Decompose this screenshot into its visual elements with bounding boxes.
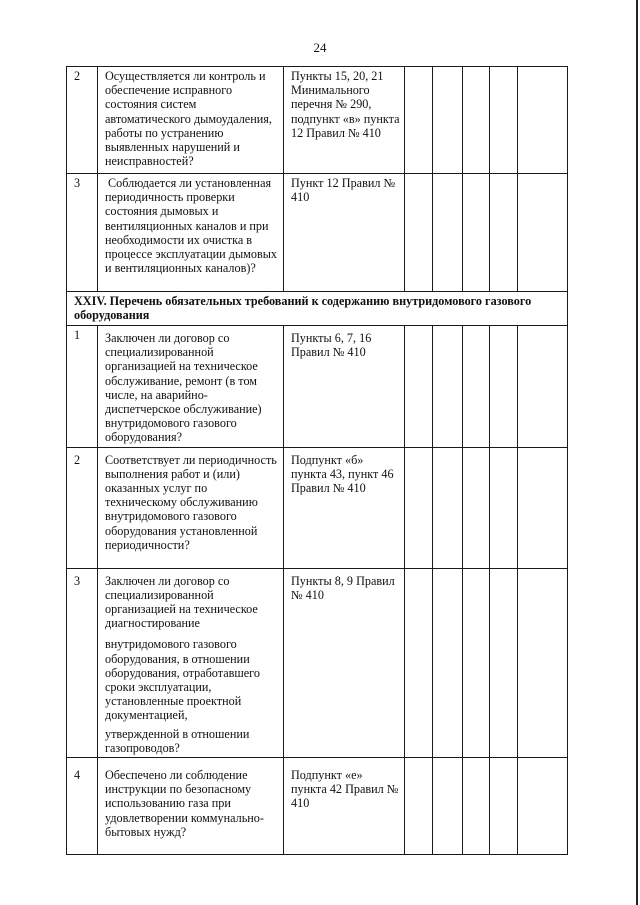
answer-extra-cell[interactable]	[490, 568, 518, 757]
row-number: 2	[67, 67, 98, 174]
answer-na-cell[interactable]	[463, 67, 490, 174]
legal-reference: Подпункт «е» пункта 42 Правил № 410	[284, 758, 405, 855]
answer-extra-cell[interactable]	[490, 174, 518, 292]
answer-na-cell[interactable]	[463, 174, 490, 292]
requirement-question: Соблюдается ли установленная периодичность проверки состояния дымовых и вентиляционных каналов и при необходимости их очистка в процессе эксплуатации дымовых и вентиляционных каналов)?	[98, 174, 284, 292]
table-row	[67, 758, 568, 855]
question-part: утвержденной в отношении газопроводов?	[105, 726, 250, 755]
legal-reference: Пункты 15, 20, 21 Минимального перечня № 290, подпункт «в» пункта 12 Правил № 410	[284, 67, 405, 174]
section-heading-row	[67, 292, 568, 326]
legal-reference: Подпункт «б» пункта 43, пункт 46 Правил № 410	[284, 447, 405, 568]
answer-no-cell[interactable]	[433, 568, 463, 757]
table-row	[67, 326, 568, 448]
page-frame-edge	[636, 0, 638, 905]
answer-extra-cell[interactable]	[490, 67, 518, 174]
row-number: 3	[67, 568, 98, 757]
page-number: 24	[313, 40, 327, 55]
table-row	[67, 447, 568, 568]
answer-yes-cell[interactable]	[405, 174, 433, 292]
answer-yes-cell[interactable]	[405, 447, 433, 568]
row-number: 1	[67, 326, 98, 448]
notes-cell[interactable]	[518, 447, 568, 568]
answer-extra-cell[interactable]	[490, 758, 518, 855]
requirement-question	[98, 447, 284, 568]
answer-na-cell[interactable]	[463, 447, 490, 568]
requirement-question: Обеспечено ли соблюдение инструкции по безопасному использованию газа при удовлетворении коммунально-бытовых нужд?	[98, 758, 284, 855]
requirement-question: Осуществляется ли контроль и обеспечение исправного состояния систем автоматического дымоудаления, работы по устранению выявленных нарушений и неисправностей?	[98, 67, 284, 174]
question-part: внутридомового газового оборудования, в отношении оборудования, отработавшего сроки эксплуатации, установленные проектной документацией,	[105, 637, 260, 723]
notes-cell[interactable]	[518, 67, 568, 174]
row-number: 4	[67, 758, 98, 855]
requirement-question: Заключен ли договор со специализированной организацией на техническое обслуживание, ремонт (в том числе, на аварийно-диспетчерское обслуживание) внутридомового газового оборудования?	[98, 326, 284, 448]
requirements-table	[66, 66, 568, 855]
answer-no-cell[interactable]	[433, 174, 463, 292]
answer-yes-cell[interactable]	[405, 568, 433, 757]
row-number: 2	[67, 447, 98, 568]
answer-yes-cell[interactable]	[405, 67, 433, 174]
answer-extra-cell[interactable]	[490, 447, 518, 568]
notes-cell[interactable]	[518, 326, 568, 448]
legal-reference: Пункты 8, 9 Правил № 410	[284, 568, 405, 757]
answer-no-cell[interactable]	[433, 447, 463, 568]
table-row	[67, 67, 568, 174]
table-row	[67, 568, 568, 757]
answer-extra-cell[interactable]	[490, 326, 518, 448]
notes-cell[interactable]	[518, 758, 568, 855]
answer-na-cell[interactable]	[463, 326, 490, 448]
legal-reference: Пункт 12 Правил № 410	[284, 174, 405, 292]
notes-cell[interactable]	[518, 568, 568, 757]
answer-na-cell[interactable]	[463, 568, 490, 757]
requirement-question	[98, 568, 284, 757]
notes-cell[interactable]	[518, 174, 568, 292]
answer-no-cell[interactable]	[433, 67, 463, 174]
question-part: Соответствует ли периодичность выполнения работ и (или)	[105, 452, 277, 481]
answer-no-cell[interactable]	[433, 758, 463, 855]
answer-no-cell[interactable]	[433, 326, 463, 448]
table-row	[67, 174, 568, 292]
question-part: оказанных услуг по техническому обслуживанию внутридомового газового оборудования установленной периодичности?	[105, 481, 258, 552]
legal-reference: Пункты 6, 7, 16 Правил № 410	[284, 326, 405, 448]
answer-na-cell[interactable]	[463, 758, 490, 855]
answer-yes-cell[interactable]	[405, 326, 433, 448]
answer-yes-cell[interactable]	[405, 758, 433, 855]
row-number: 3	[67, 174, 98, 292]
section-title: XXIV. Перечень обязательных требований к содержанию внутридомового газового оборудования	[67, 292, 568, 326]
question-part: Заключен ли договор со специализированной организацией на техническое диагностирование	[105, 573, 258, 631]
